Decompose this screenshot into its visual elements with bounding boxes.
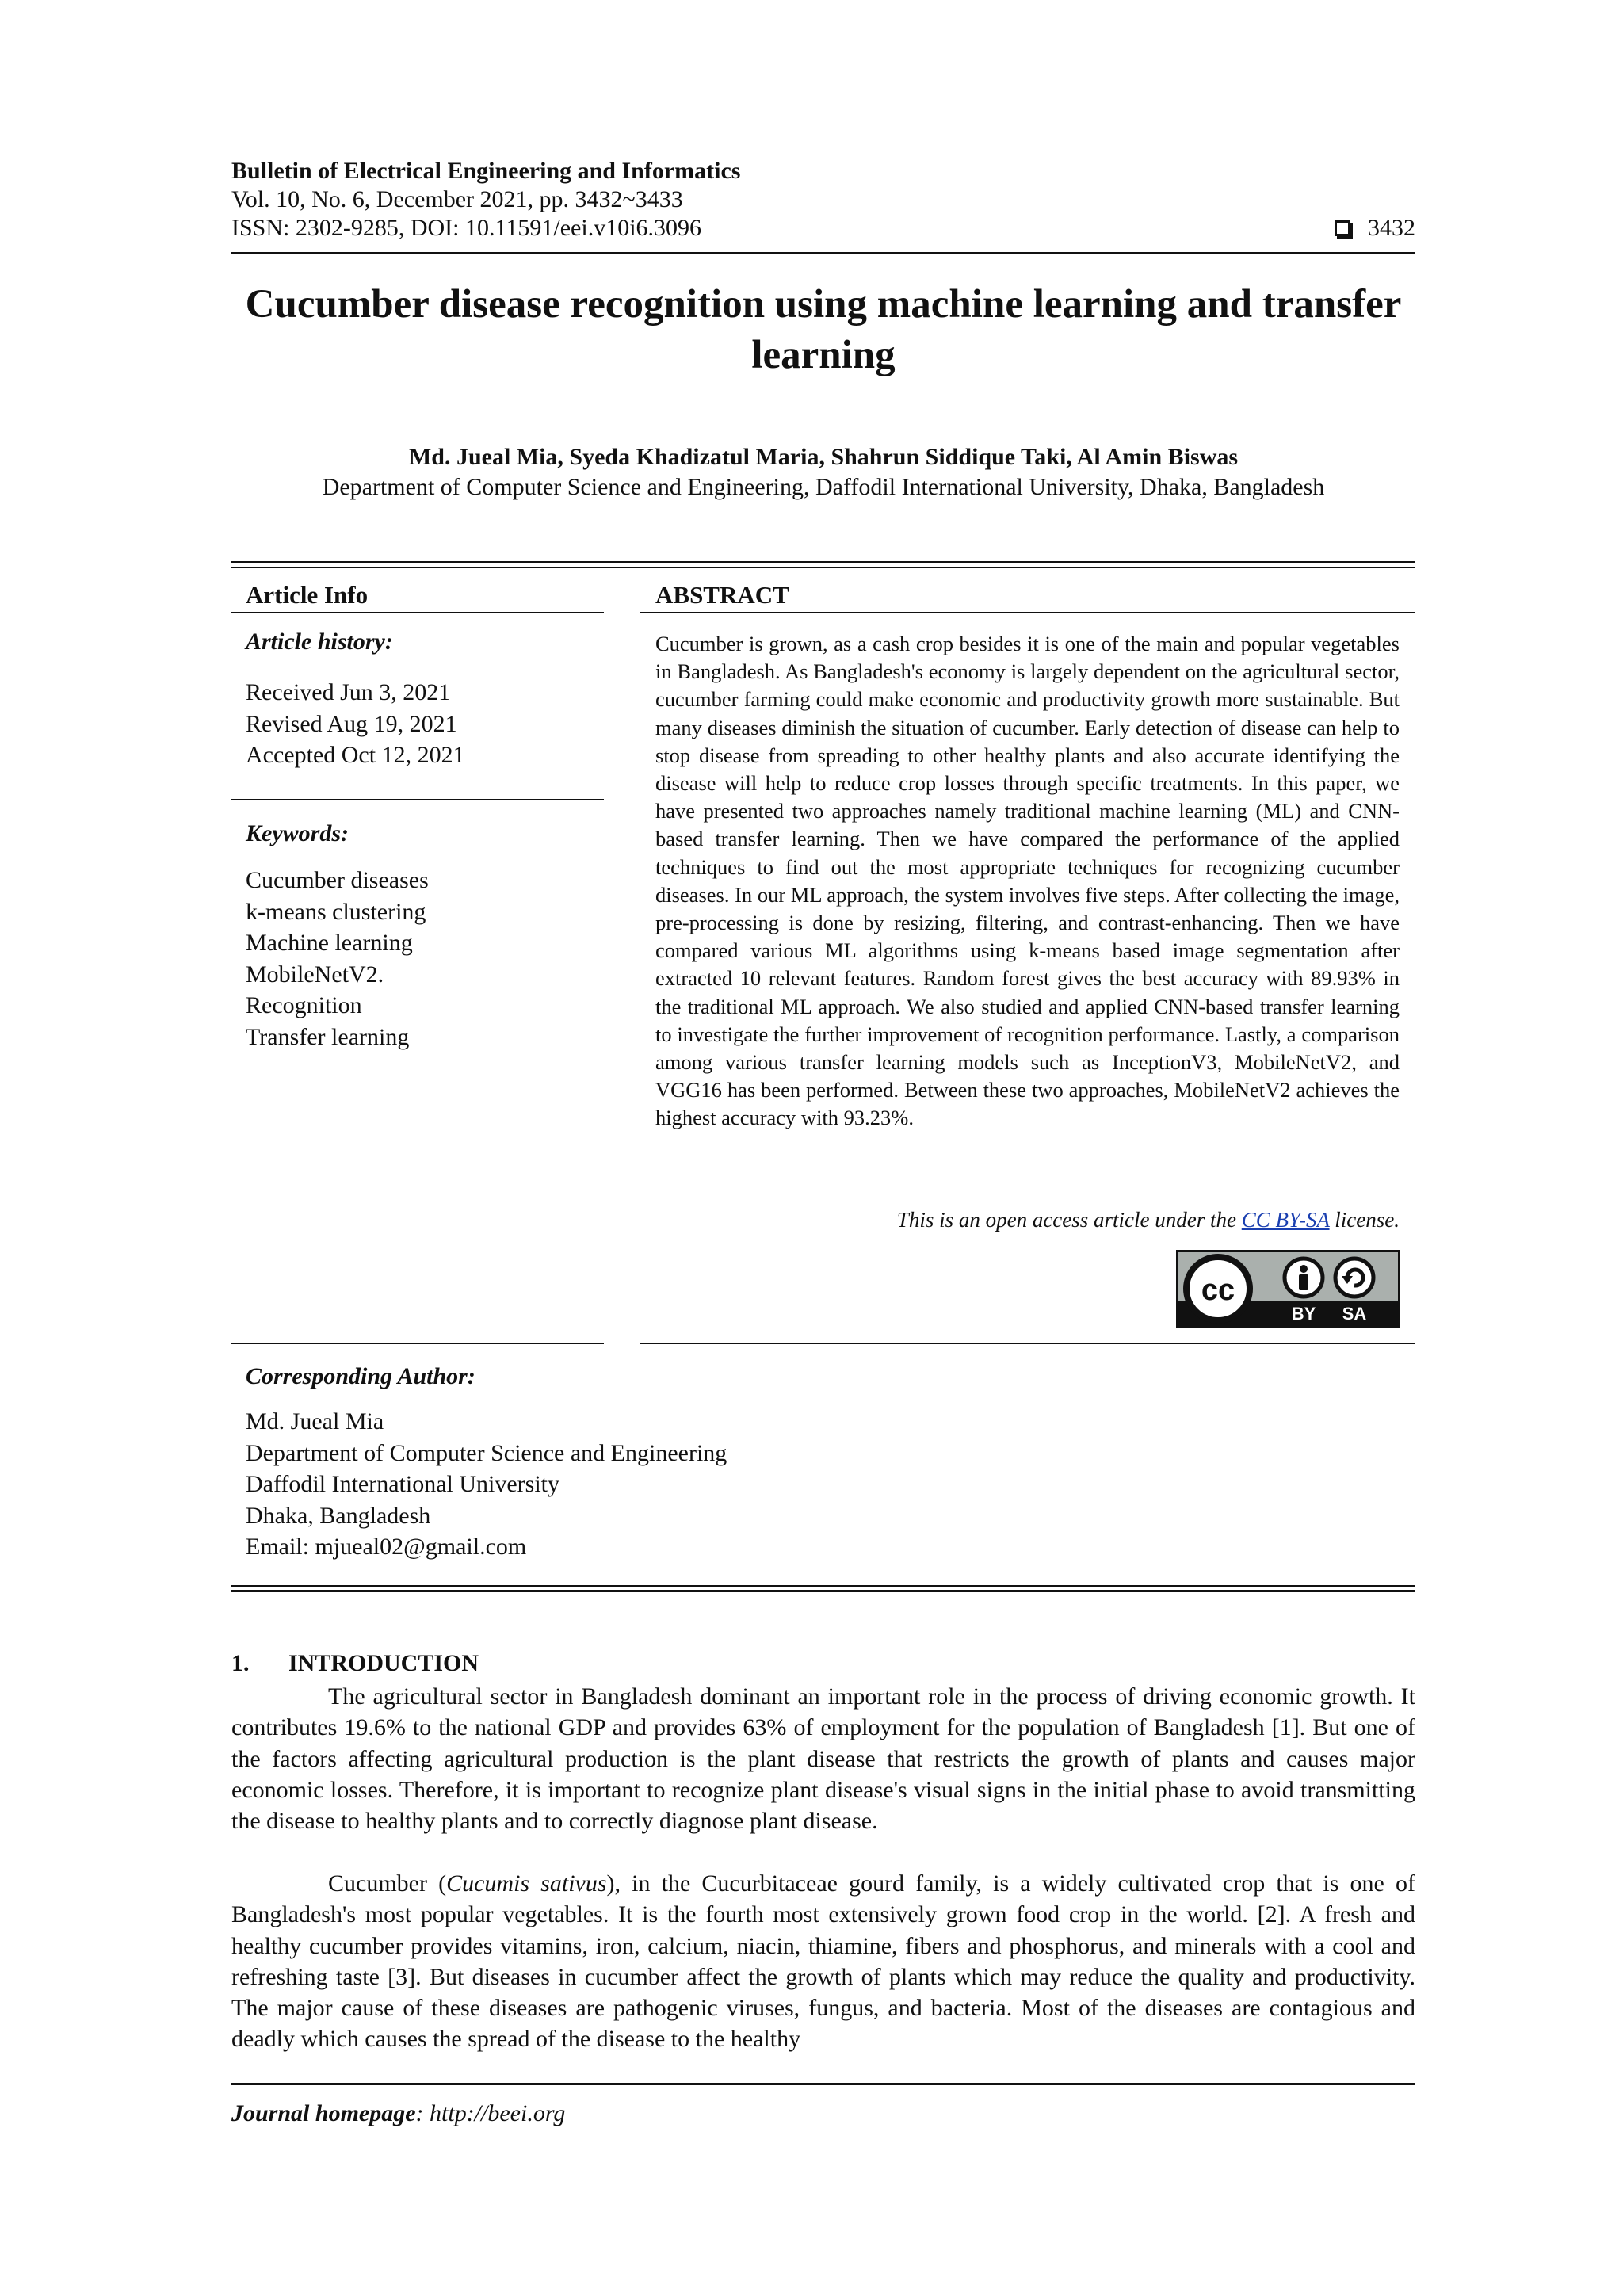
license-suffix: license. [1329,1208,1400,1232]
species-name: Cucumis sativus [446,1870,607,1897]
author-block [231,442,1415,502]
corresponding-dept: Department of Computer Science and Engineering [246,1439,727,1466]
p2-text-b: ), in the Cucurbitaceae gourd family, is a widely cultivated crop that is one of Bangladesh's most popular vegetables. It is the fourth most extensively grown food crop in the world. [2]. A fresh and healthy cucumber provides vitamins, iron, calcium, niacin, thiamine, fibers and phosphorus, and minerals with a cool and refreshing taste [3]. But diseases in cucumber affect the growth of plants which may reduce the quality and productivity. The major cause of these diseases are pathogenic viruses, fungus, and bacteria. Most of the diseases are contagious and deadly which causes the spread of the disease to the healthy [231,1870,1415,2053]
keywords-list [246,865,602,1052]
page-number: 3432 [1368,215,1415,241]
box-bottom-rule [231,1585,1415,1587]
section-title: INTRODUCTION [288,1650,479,1676]
journal-homepage [231,2100,565,2127]
history-revised: Revised Aug 19, 2021 [246,710,457,737]
keyword-item: Cucumber diseases [246,867,429,893]
intro-paragraph-2 [231,1868,1415,2055]
corresponding-label: Corresponding Author: [246,1363,475,1389]
abstract-rule [640,612,1415,613]
homepage-label: Journal homepage [231,2100,416,2126]
author-names: Md. Jueal Mia, Syeda Khadizatul Maria, Shahrun Siddique Taki, Al Amin Biswas [408,444,1239,470]
by-label: BY [1291,1304,1316,1324]
header-rule [231,252,1415,254]
history-label: Article history: [246,628,393,655]
license-prefix: This is an open access article under the [896,1208,1242,1232]
paper-title: Cucumber disease recognition using machine learning and transfer learning [245,282,1402,377]
history-received: Received Jun 3, 2021 [246,679,451,705]
section-heading-introduction [231,1650,479,1677]
box-bottom-rule-2 [231,1590,1415,1592]
journal-name: Bulletin of Electrical Engineering and Informatics [231,158,741,184]
corresponding-email[interactable]: Email: mjueal02@gmail.com [246,1534,527,1560]
footer-rule [231,2083,1415,2085]
article-info-heading: Article Info [246,581,369,609]
volume-line: Vol. 10, No. 6, December 2021, pp. 3432~3433 [231,186,683,212]
keyword-item: Machine learning [246,930,413,956]
corresponding-author [246,1363,1355,1563]
p2-text-a: Cucumber ( [328,1870,447,1897]
abstract-text: Cucumber is grown, as a cash crop besides it is one of the main and popular vegetables in Bangladesh. As Bangladesh's economy is largely dependent on the agricultural sector, cucumber farming could make economic and productivity growth more sustainable. But many diseases diminish the situation of cucumber. Early detection of disease can help to stop disease from spreading to other healthy plants and also accurate identifying the disease will help to reduce crop losses through specific treatments. In this paper, we have presented two approaches namely traditional machine learning (ML) and CNN-based transfer learning. Then we have compared the performance of the applied techniques to find out the most appropriate techniques for recognizing cucumber diseases. In our ML approach, the system involves five steps. After collecting the image, pre-processing is done by resizing, filtering, and contrast-enhancing. Then we have compared various ML algorithms using k-means based image segmentation after extracted 10 relevant features. Random forest gives the best accuracy with 89.93% in the traditional ML approach. We also studied and applied CNN-based transfer learning to investigate the further improvement of recognition performance. Lastly, a comparison among various transfer learning models such as InceptionV3, MobileNetV2, and VGG16 has been performed. Between these two approaches, MobileNetV2 achieves the highest accuracy with 93.23%. [655,632,1400,1130]
license-line [655,1206,1400,1233]
corresponding-city: Dhaka, Bangladesh [246,1502,431,1529]
affiliation: Department of Computer Science and Engineering, Daffodil International University, Dhaka, Bangladesh [322,474,1325,500]
history-accepted: Accepted Oct 12, 2021 [246,742,465,768]
homepage-url[interactable]: : http://beei.org [415,2100,566,2126]
keyword-item: Transfer learning [246,1023,410,1050]
cc-by-sa-badge[interactable] [1176,1250,1400,1328]
cc-by-sa-link[interactable]: CC BY-SA [1241,1208,1330,1232]
box-top-rule [231,561,1415,563]
keyword-item: MobileNetV2. [246,961,384,988]
sa-label: SA [1342,1304,1367,1324]
box-top-rule-2 [231,567,1415,568]
history-list [246,677,602,771]
right-col-bottom-rule [640,1343,1415,1344]
issn-line: ISSN: 2302-9285, DOI: 10.11591/eei.v10i6.3096 [231,215,702,241]
keywords-label: Keywords: [246,820,349,846]
left-col-bottom-rule [231,1343,604,1344]
history-rule [231,799,604,800]
keyword-item: k-means clustering [246,898,426,925]
abstract-heading: ABSTRACT [655,581,789,609]
intro-paragraph-1: The agricultural sector in Bangladesh dominant an important role in the process of driving economic growth. It contributes 19.6% to the national GDP and provides 63% of employment for the population of Bangladesh [1]. But one of the factors affecting agricultural production is the plant disease that restricts the growth of plants and causes major economic losses. Therefore, it is important to recognize plant disease's visual signs in the initial phase to avoid transmitting the disease to healthy plants and to correctly diagnose plant disease. [231,1683,1415,1835]
page-number-block [1335,214,1415,243]
square-bullet-icon [1335,220,1350,236]
cc-badge-graphic [1178,1252,1398,1325]
corresponding-name: Md. Jueal Mia [246,1408,384,1435]
section-number: 1. [231,1650,250,1676]
corresponding-univ: Daffodil International University [246,1471,560,1497]
cc-logo-text: cc [1201,1274,1235,1307]
article-info-rule [231,612,604,613]
share-alike-icon [1335,1259,1373,1297]
keyword-item: Recognition [246,992,362,1018]
journal-header [231,157,740,243]
